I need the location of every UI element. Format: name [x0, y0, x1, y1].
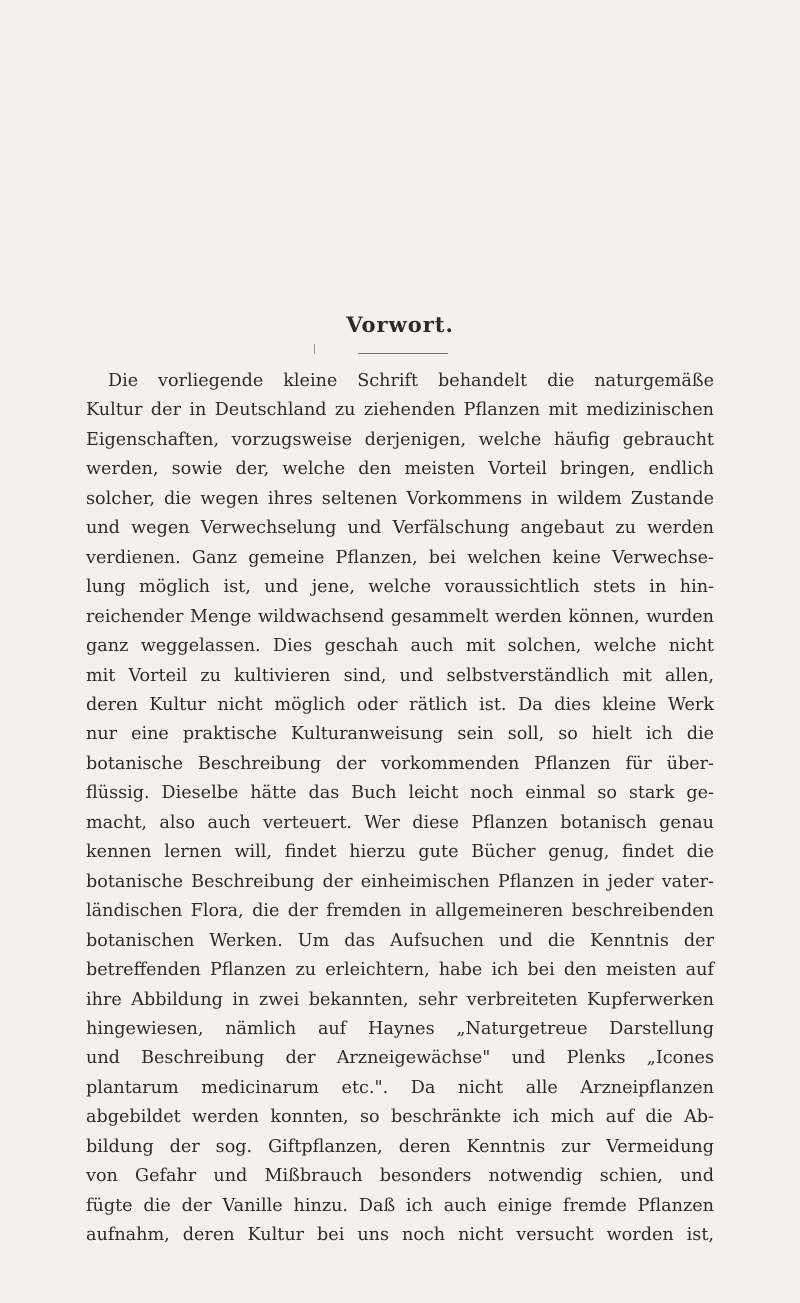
- text-line: Eigenschaften, vorzugsweise derjenigen, welche häufig gebraucht: [86, 429, 714, 450]
- text-line: hingewiesen, nämlich auf Haynes „Naturgetreue Darstellung: [86, 1018, 714, 1039]
- text-line: reichender Menge wildwachsend gesammelt werden können, wurden: [86, 606, 714, 627]
- page-title: Vorwort.: [346, 312, 454, 337]
- text-line: bildung der sog. Giftpflanzen, deren Kenntnis zur Vermeidung: [86, 1136, 714, 1157]
- text-line: kennen lernen will, findet hierzu gute Bücher genug, findet die: [86, 842, 714, 863]
- text-line: macht, also auch verteuert. Wer diese Pflanzen botanisch genau: [86, 812, 714, 833]
- text-line: Kultur der in Deutschland zu ziehenden Pflanzen mit medizinischen: [86, 400, 714, 421]
- text-line: von Gefahr und Mißbrauch besonders notwendig schien, und: [86, 1166, 714, 1187]
- text-line: aufnahm, deren Kultur bei uns noch nicht versucht worden ist,: [86, 1225, 714, 1246]
- foreword-text: [86, 367, 714, 1251]
- text-line: verdienen. Ganz gemeine Pflanzen, bei welchen keine Verwechse-: [86, 547, 714, 568]
- text-line: und wegen Verwechselung und Verfälschung angebaut zu werden: [86, 518, 714, 539]
- text-line: ihre Abbildung in zwei bekannten, sehr verbreiteten Kupferwerken: [86, 989, 714, 1010]
- text-line: solcher, die wegen ihres seltenen Vorkommens in wildem Zustande: [86, 488, 714, 509]
- text-line: botanische Beschreibung der vorkommenden Pflanzen für über-: [86, 753, 714, 774]
- text-line: mit Vorteil zu kultivieren sind, und selbstverständlich mit allen,: [86, 665, 714, 686]
- text-line: botanische Beschreibung der einheimischen Pflanzen in jeder vater-: [86, 871, 714, 892]
- text-line: werden, sowie der, welche den meisten Vorteil bringen, endlich: [86, 459, 714, 480]
- text-line: und Beschreibung der Arzneigewächse" und Plenks „Icones: [86, 1048, 714, 1069]
- text-line: lung möglich ist, und jene, welche voraussichtlich stets in hin-: [86, 577, 714, 598]
- text-line: flüssig. Dieselbe hätte das Buch leicht noch einmal so stark ge-: [86, 783, 714, 804]
- text-line: abgebildet werden konnten, so beschränkte ich mich auf die Ab-: [86, 1107, 714, 1128]
- text-line: botanischen Werken. Um das Aufsuchen und die Kenntnis der: [86, 930, 714, 951]
- text-line: Die vorliegende kleine Schrift behandelt die naturgemäße: [108, 371, 714, 391]
- text-line: ländischen Flora, die der fremden in allgemeineren beschreibenden: [86, 901, 714, 922]
- text-line: fügte die der Vanille hinzu. Daß ich auch einige fremde Pflanzen: [86, 1195, 714, 1216]
- title-rule: [358, 353, 448, 354]
- text-line: ganz weggelassen. Dies geschah auch mit solchen, welche nicht: [86, 636, 714, 657]
- text-line: deren Kultur nicht möglich oder rätlich ist. Da dies kleine Werk: [86, 694, 714, 715]
- text-line: betreffenden Pflanzen zu erleichtern, habe ich bei den meisten auf: [86, 960, 714, 981]
- text-line: plantarum medicinarum etc.". Da nicht alle Arzneipflanzen: [86, 1077, 714, 1098]
- text-line: nur eine praktische Kulturanweisung sein soll, so hielt ich die: [86, 724, 714, 745]
